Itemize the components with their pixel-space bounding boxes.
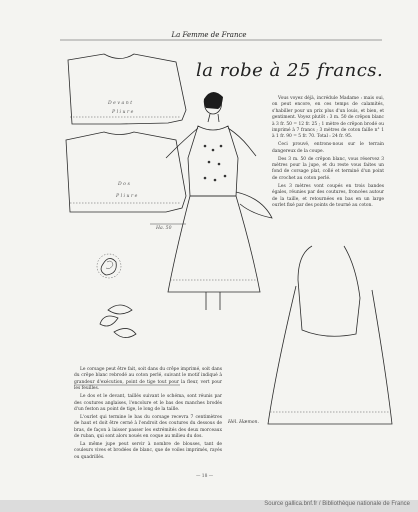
body-paragraph: Le dos et le devant, taillés suivant le schéma, sont réunis par des coutures anglaises, l'encolure et le bas des manches brodés d'un feston au point de tige, le long de la taille. [74, 394, 222, 412]
pattern-label-fold-2: Pliure [116, 194, 139, 199]
embroidery-motif-leaves [100, 305, 136, 338]
page-number: — 18 — [196, 474, 214, 479]
pattern-measure: Ha. 50 [156, 226, 172, 231]
headline: la robe à 25 francs. [196, 60, 384, 81]
source-credit: Source gallica.bnf.fr / Bibliothèque nationale de France [264, 501, 410, 507]
pattern-label-front: Devant [108, 101, 134, 106]
dress-sketch [268, 246, 392, 424]
pattern-piece-back [66, 132, 186, 224]
masthead: La Femme de France [171, 31, 247, 39]
intro-paragraph: Vous voyez déjà, incrédule Madame : mais oui, on peut encore, en ces temps de calamités, s'habiller pour un prix plus d'un louis, et bien, et gentiment. Voyez plutôt : 3 m. 50 de crêpon blanc à 3 fr. 50 = 12 fr. 25 ; 1 mètre de crêpon brodé ou imprimé à 7 francs ; 3 mètres de coton faille n° 1 à 1 fr. 90 = 5 fr. 70. Total : 24 fr. 95. [272, 96, 384, 140]
embroidery-motif-rose [97, 254, 121, 278]
pattern-label-back: Dos [118, 182, 132, 187]
intro-paragraph: Les 3 mètres vont coupés en trois bandes égales, réunies par des coutures, froncées autour de la taille, et retournées en bas en un large ourlet fixé par des points de tourné au coton. [272, 183, 384, 208]
body-paragraph: Le corsage peut être fait, soit dans du crêpe imprimé, soit dans du crêpe blanc rebrodé au coton perlé, suivant le motif indiqué à grandeur d'exécution, point de tige tout pour la fleur, vert pour les feuilles. [74, 367, 222, 392]
intro-paragraph: Ceci prouvé, entrons-nous sur le terrain dangereux de la coupe. [272, 142, 384, 154]
body-paragraph: La même jupe peut servir à nombre de blouses, tant de couleurs vives et brodées de blanc, que de voiles imprimés, rayés ou quadrillés. [74, 441, 222, 460]
source-footer [0, 500, 418, 512]
fashion-figure [166, 92, 272, 310]
pattern-label-fold: Pliure [112, 110, 135, 115]
body-paragraph: L'ourlet qui termine le bas du corsage recevra 7 centimètres de haut et doit être cerné à l'endroit des coutures du dessous de bras, de façon à laisser passer les extrémités des deux morceaux de ruban, qui sont alors noués en coque au milieu du dos. [74, 414, 222, 440]
article-body [74, 367, 222, 463]
article-intro [272, 96, 384, 211]
signature: Hél. Hæmon. [228, 420, 259, 425]
intro-paragraph: Des 3 m. 50 de crêpon blanc, vous réservez 3 mètres pour la jupe, et du reste vous faites un fond de corsage plat, collé et terminé d'un point de crochet au coton perlé. [272, 156, 384, 181]
